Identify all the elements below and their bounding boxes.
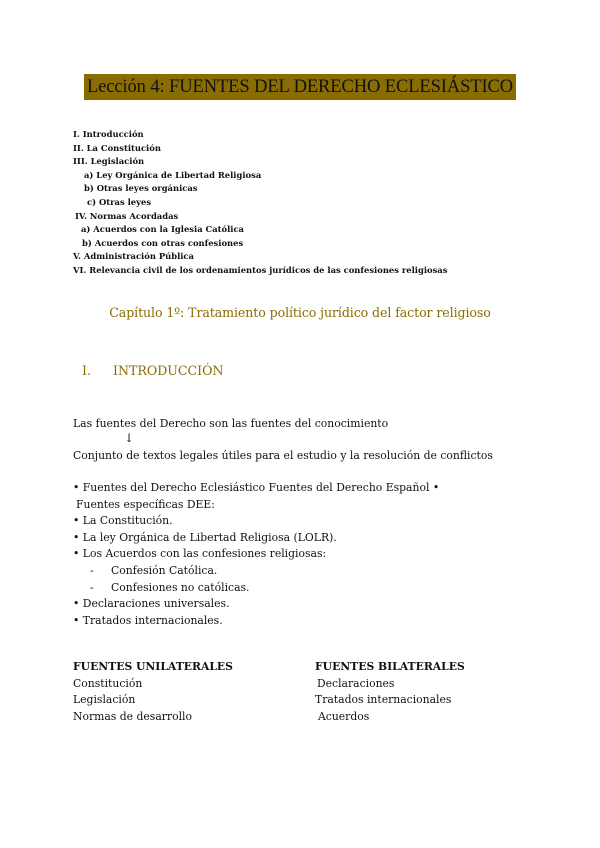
list-item: • Los Acuerdos con las confesiones religiosas:	[73, 547, 327, 561]
list-subitem	[73, 580, 439, 597]
bilateral-item: Acuerdos	[318, 709, 370, 723]
list-subitem-text: Confesiones no católicas.	[111, 580, 250, 594]
unilateral-item: Legislación	[73, 693, 136, 707]
toc-item: V. Administración Pública	[73, 251, 194, 262]
chapter-heading: Capítulo 1º: Tratamiento político jurídico del factor religioso	[109, 305, 491, 320]
unilateral-header: FUENTES UNILATERALES	[73, 660, 233, 673]
toc-subitem: b) Acuerdos con otras confesiones	[82, 237, 244, 248]
section-heading	[82, 363, 224, 378]
table-of-contents	[73, 128, 447, 278]
list-item: Fuentes específicas DEE:	[76, 497, 215, 511]
sources-list	[73, 480, 439, 629]
bilateral-item: Tratados internacionales	[315, 693, 452, 707]
list-subitem-text: Confesión Católica.	[111, 563, 218, 577]
section-title: INTRODUCCIÓN	[113, 363, 224, 378]
unilateral-column	[73, 659, 233, 725]
section-number: I.	[82, 363, 91, 378]
list-item: • Declaraciones universales.	[73, 597, 230, 611]
unilateral-item: Constitución	[73, 676, 143, 690]
intro-line-1: Las fuentes del Derecho son las fuentes del conocimiento	[73, 417, 389, 430]
list-item: • Tratados internacionales.	[73, 613, 223, 627]
toc-subitem: b) Otras leyes orgánicas	[84, 183, 198, 194]
list-item: • La Constitución.	[73, 514, 173, 528]
bilateral-header: FUENTES BILATERALES	[315, 660, 465, 673]
list-item: • La ley Orgánica de Libertad Religiosa (LOLR).	[73, 530, 337, 544]
toc-item: I. Introducción	[73, 129, 144, 139]
intro-line-2: Conjunto de textos legales útiles para el estudio y la resolución de conflictos	[73, 449, 493, 462]
bilateral-column	[315, 659, 465, 725]
list-subitem	[73, 563, 439, 580]
toc-item: IV. Normas Acordadas	[75, 210, 179, 221]
title-wrapper	[0, 74, 600, 100]
toc-item: III. Legislación	[73, 156, 145, 167]
toc-subitem: a) Ley Orgánica de Libertad Religiosa	[84, 169, 262, 180]
list-item: • Fuentes del Derecho Eclesiástico Fuentes del Derecho Español •	[73, 481, 440, 494]
bilateral-item: Declaraciones	[317, 676, 395, 690]
toc-item: VI. Relevancia civil de los ordenamientos jurídicos de las confesiones religiosas	[73, 264, 448, 275]
dash-marker: -	[90, 563, 94, 577]
toc-subitem: a) Acuerdos con la Iglesia Católica	[81, 224, 244, 235]
lesson-title: Lección 4: FUENTES DEL DERECHO ECLESIÁSTICO	[84, 74, 516, 100]
toc-subitem: c) Otras leyes	[87, 196, 152, 207]
dash-marker: -	[90, 580, 94, 594]
unilateral-item: Normas de desarrollo	[73, 709, 192, 723]
toc-item: II. La Constitución	[73, 142, 161, 153]
down-arrow-icon: ↓	[124, 431, 135, 445]
